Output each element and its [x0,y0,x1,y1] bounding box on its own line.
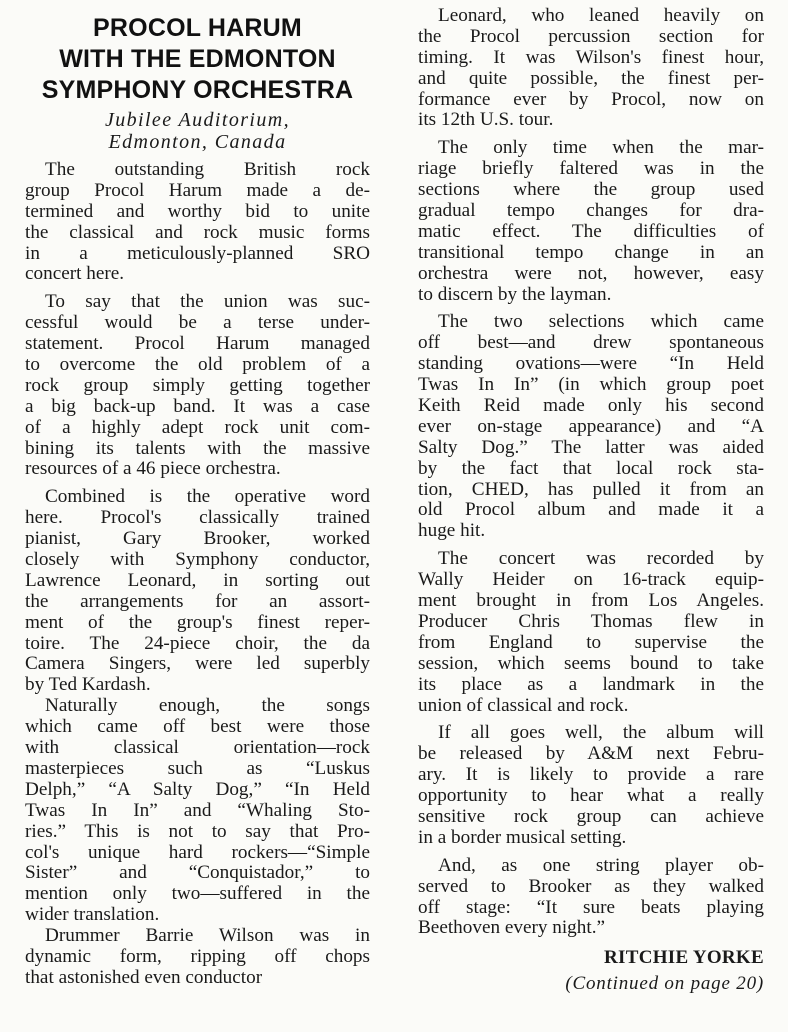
text-line: the arrangements for an assort- [25,591,370,612]
text-line: col's unique hard rockers—“Simple [25,842,370,863]
text-line: its place as a landmark in the [418,674,764,695]
headline-line: WITH THE EDMONTON [59,45,336,73]
byline: RITCHIE YORKE [604,947,764,969]
text-line: gradual tempo changes for dra- [418,201,764,222]
text-line: opportunity to hear what a really [418,786,764,807]
text-line: be released by A&M next Febru- [418,744,764,765]
text-line: Keith Reid made only his second [418,396,764,417]
text-line: in a meticulously-planned SRO [25,243,370,264]
text-line: ever on-stage appearance) and “A [418,416,764,437]
text-line: its 12th U.S. tour. [418,110,554,131]
text-line: mention only two—suffered in the [25,884,370,905]
text-line: union of classical and rock. [418,695,629,716]
text-line: in a border musical setting. [418,827,627,848]
text-line: to overcome the old problem of a [25,355,370,376]
dateline-venue: Jubilee Auditorium, [104,109,291,131]
text-line: Twas In In” (in which group poet [418,375,764,396]
text-line: sensitive rock group can achieve [418,806,764,827]
text-line: which came off best were those [25,717,370,738]
text-line: group Procol Harum made a de- [25,180,370,201]
text-line: Combined is the operative word [45,487,370,508]
text-line: that astonished even conductor [25,967,263,988]
paragraph [418,312,764,542]
text-line: formance ever by Procol, now on [418,89,764,110]
text-line: To say that the union was suc- [45,292,370,313]
paragraph [25,292,370,480]
headline [25,13,370,106]
text-line: to discern by the layman. [418,284,612,305]
text-line: orchestra were not, however, easy [418,263,764,284]
text-line: matic effect. The difficulties of [418,221,764,242]
left-column [25,0,370,996]
text-line: served to Brooker as they walked [418,876,764,897]
dateline-city: Edmonton, Canada [108,131,287,153]
text-line: cessful would be a terse under- [25,313,370,334]
text-line: concert here. [25,264,125,285]
text-line: Drummer Barrie Wilson was in [45,926,370,947]
text-line: The concert was recorded by [438,549,764,570]
text-line: the Procol percussion section for [418,26,764,47]
text-line: with classical orientation—rock [25,738,370,759]
right-column-body [418,6,764,939]
text-line: Sister” and “Conquistador,” to [25,863,370,884]
paragraph [418,549,764,716]
headline-line: SYMPHONY ORCHESTRA [41,76,354,104]
left-column-body [25,160,370,989]
text-line: by Ted Kardash. [25,675,151,696]
text-line: timing. It was Wilson's finest hour, [418,47,764,68]
text-line: termined and worthy bid to unite [25,201,370,222]
text-line: from England to supervise the [418,632,764,653]
text-line: The two selections which came [438,312,764,333]
text-line: The outstanding British rock [45,160,370,180]
text-line: here. Procol's classically trained [25,508,370,529]
text-line: ment brought in from Los Angeles. [418,591,764,612]
text-line: old Procol album and made it a [418,500,764,521]
text-line: session, which seems bound to take [418,653,764,674]
text-line: sections where the group used [418,180,764,201]
paragraph [25,160,370,285]
text-line: Lawrence Leonard, in sorting out [25,570,370,591]
text-line: ary. It is likely to provide a rare [418,765,764,786]
paragraph [25,696,370,926]
text-line: resources of a 46 piece orchestra. [25,459,281,480]
text-line: bining its talents with the massive [25,438,370,459]
text-line: tion, CHED, has pulled it from an [418,479,764,500]
text-line: toire. The 24-piece choir, the da [25,633,370,654]
text-line: huge hit. [418,521,486,542]
paragraph [418,856,764,940]
paragraph [418,138,764,305]
text-line: Producer Chris Thomas flew in [418,611,764,632]
continued-note: (Continued on page 20) [565,973,764,995]
text-line: And, as one string player ob- [438,855,764,876]
text-line: ries.” This is not to say that Pro- [25,821,370,842]
paragraph [418,723,764,848]
paragraph [25,487,370,696]
text-line: and quite possible, the finest per- [418,68,764,89]
text-line: Delph,” “A Salty Dog,” “In Held [25,779,370,800]
text-line: Naturally enough, the songs [45,696,370,717]
text-line: Wally Heider on 16-track equip- [418,570,764,591]
paragraph [25,926,370,989]
text-line: statement. Procol Harum managed [25,334,370,355]
text-line: Beethoven every night.” [418,918,606,939]
text-line: If all goes well, the album will [438,723,764,744]
headline-line: PROCOL HARUM [93,14,302,42]
text-line: by the fact that local rock sta- [418,458,764,479]
right-column [418,6,764,996]
text-line: Camera Singers, were led superbly [25,654,370,675]
paragraph [418,6,764,131]
text-line: off best—and drew spontaneous [418,333,764,354]
text-line: a big back-up band. It was a case [25,396,370,417]
text-line: pianist, Gary Brooker, worked [25,529,370,550]
text-line: rock group simply getting together [25,375,370,396]
text-line: of a highly adept rock unit com- [25,417,370,438]
text-line: masterpieces such as “Luskus [25,758,370,779]
text-line: Leonard, who leaned heavily on [438,6,764,26]
text-line: standing ovations—were “In Held [418,354,764,375]
dateline [25,109,370,153]
text-line: Twas In In” and “Whaling Sto- [25,800,370,821]
text-line: off stage: “It sure beats playing [418,897,764,918]
text-line: Salty Dog.” The latter was aided [418,437,764,458]
text-line: transitional tempo change in an [418,242,764,263]
text-line: closely with Symphony conductor, [25,550,370,571]
text-line: The only time when the mar- [438,138,764,159]
text-line: wider translation. [25,905,160,926]
text-line: riage briefly faltered was in the [418,159,764,180]
text-line: ment of the group's finest reper- [25,612,370,633]
text-line: dynamic form, ripping off chops [25,946,370,967]
text-line: the classical and rock music forms [25,222,370,243]
